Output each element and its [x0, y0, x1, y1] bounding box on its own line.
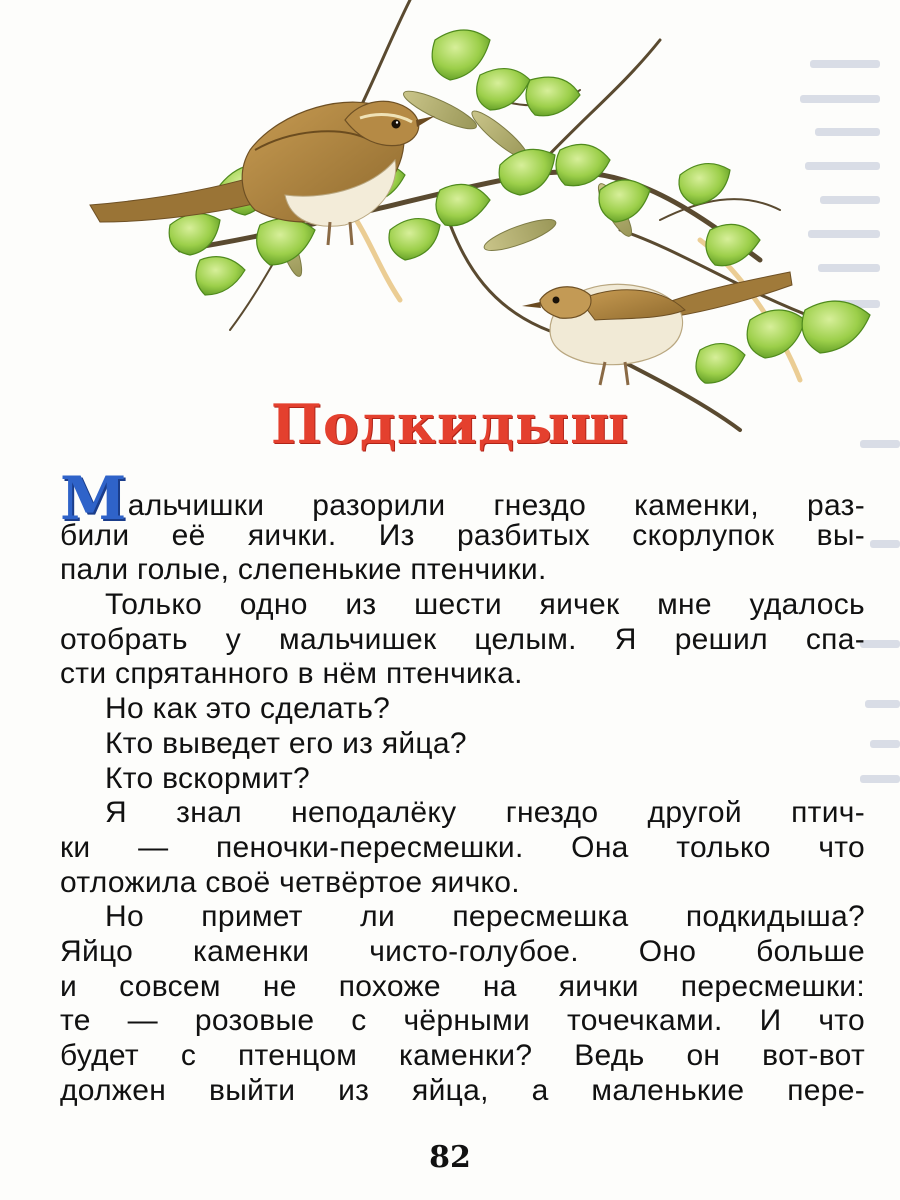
text-line: те — розовые с чёрными точечками. И что — [60, 1004, 865, 1038]
text-line: отложила своё четвёртое яичко. — [60, 865, 520, 899]
first-line-rest: альчишки разорили гнездо каменки, раз- — [127, 489, 865, 522]
text-line: ки — пеночки-пересмешки. Она только что — [60, 830, 865, 864]
page-title: Подкидыш — [270, 392, 630, 456]
text-line: Яйцо каменки чисто-голубое. Оно больше — [60, 934, 865, 968]
text-line: будет с птенцом каменки? Ведь он вот-вот — [60, 1039, 865, 1072]
text-line: Но как это сделать? — [105, 692, 391, 726]
text-line: должен выйти из яйца, а маленькие пере- — [60, 1073, 865, 1107]
text-line: Кто вскормит? — [105, 761, 311, 795]
drop-cap: М — [60, 464, 127, 534]
text-line: сти спрятанного в нём птенчика. — [60, 657, 523, 691]
text-line: Кто выведет его из яйца? — [105, 726, 467, 760]
text-line — [60, 464, 865, 534]
text-line: отобрать у мальчишек целым. Я решил спа- — [60, 622, 865, 656]
page-number: 82 — [429, 1140, 471, 1175]
text-line: били её яички. Из разбитых скорлупок вы- — [60, 518, 865, 552]
birds-on-birch-branch-icon — [60, 0, 900, 440]
text-line: Только одно из шести яичек мне удалось — [105, 588, 865, 622]
story-text — [60, 464, 865, 1108]
text-line: пали голые, слепенькие птенчики. — [60, 553, 547, 587]
text-line: и совсем не похоже на яички пересмешки: — [60, 969, 865, 1003]
text-line: Я знал неподалёку гнездо другой птич- — [105, 796, 865, 830]
text-line: Но примет ли пересмешка подкидыша? — [105, 900, 865, 934]
